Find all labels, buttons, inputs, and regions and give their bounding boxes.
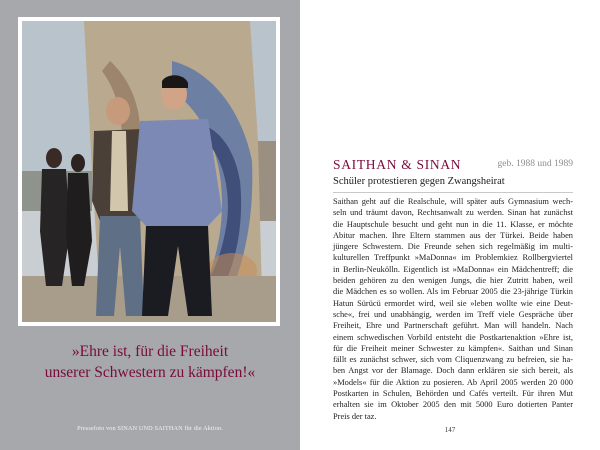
body-line: jüngere Schwestern. Die Freunde sehen sich regelmäßig im multi- [333,242,573,252]
right-page [300,0,600,450]
article-subtitle: Schüler protestieren gegen Zwangsheirat [333,176,505,187]
quote-line-2: unserer Schwestern zu kämpfen!« [44,364,256,381]
body-line: einem schwedischen Vorbild entsteht die Postkartenaktion »Ehre ist, [333,332,573,342]
body-line: seln und träumt davon, Rechtsanwalt zu werden. Sinan hat zunächst [333,208,573,218]
press-photo [18,17,280,326]
body-line: kulturellen Treffpunkt »MaDonna« im Problemkiez Rollbergviertel [333,253,573,263]
body-line: Freiheit, Ehre und Partnerschaft geführt. Man will handeln. Nach [333,321,573,331]
body-line: sche«, frei und unabhängig, werden im Treff viele Gespräche über [333,309,573,319]
pull-quote [0,341,300,383]
heading-rule [333,192,573,193]
body-line: Hatun Sürücü ermordet wird, weil sie »leben wollte wie eine Deut- [333,298,573,308]
body-line: fällt es zunächst schwer, sich vom Cliquenzwang zu befreien, sie ha- [333,355,573,365]
body-line: in Berlin-Neukölln. Eigentlich ist »MaDonna« ein Mädchentreff; die [333,264,573,274]
body-line: Postkarten in Schulen, Behörden und Cafés verteilt. Für ihren Mut [333,389,573,399]
page-number: 147 [444,426,456,434]
body-line: erhalten sie im Oktober 2005 den mit 5000 Euro dotierten Panter [333,400,573,410]
body-line: die Mädchen es so wollen. Als im Februar 2005 die 23-jährige Türkin [333,287,573,297]
photo-illustration [22,21,276,322]
article-heading [333,157,573,173]
body-line: für die Freiheit meiner Schwester zu kämpfen«. Saithan und Sinan [333,343,573,353]
body-line: Preis der taz. [333,411,377,421]
body-line: beiden gehören zu den wenigen Jungs, die hier Zutritt haben, weil [333,276,573,286]
body-line: ben Angst vor der Blamage. Doch dann erklären sie sich bereit, als [333,366,573,376]
quote-line-1: »Ehre ist, für die Freiheit [71,343,229,360]
names-title: SAITHAN & SINAN [333,157,462,172]
photo-credit: Pressefoto von SINAN UND SAITHAN für die Aktion. [77,425,223,432]
article-body [333,196,573,422]
body-line: die Hauptschule besucht und geht nun in die 11. Klasse, er möchte [333,219,573,229]
body-line: »Models« für die Aktion zu posieren. Ab April 2005 werden 20 000 [333,377,573,387]
body-line: Saithan geht auf die Realschule, will später aufs Gymnasium wech- [333,197,573,206]
body-line: Abitur machen. Ihre Eltern stammen aus der Türkei. Beide haben [333,230,573,240]
birth-years: geb. 1988 und 1989 [497,159,573,169]
